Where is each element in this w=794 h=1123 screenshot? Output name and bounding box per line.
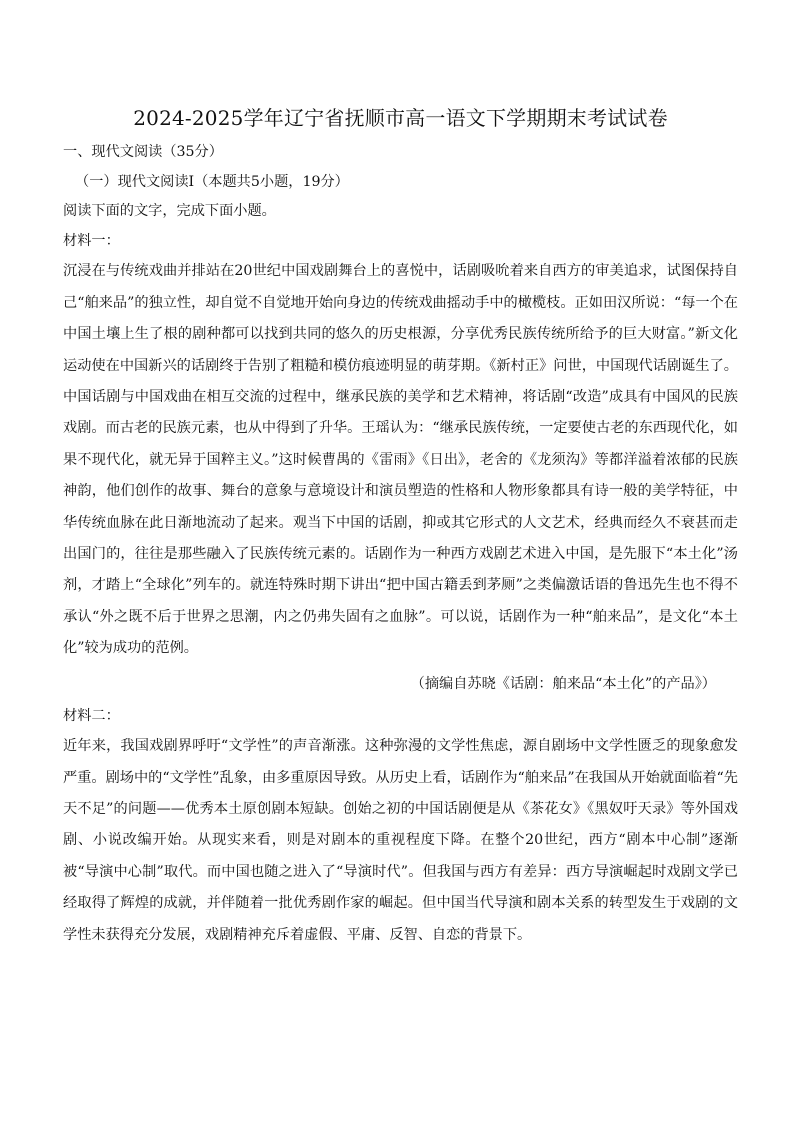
material1-label: 材料一： [63,232,120,249]
reading-instruction: 阅读下面的文字，完成下面小题。 [63,203,276,220]
material2-text: 近年来，我国戏剧界呼吁“文学性”的声音渐涨。这种弥漫的文学性焦虑，源自剧场中文学性匮乏的现象愈发严重。剧场中的“文学性”乱象，由多重原因导致。从历史上看，话剧作为“舶来品”在我国从开始就面临着“先天不足”的问题——优秀本土原创剧本短缺。创始之初的中国话剧便是从《茶花女》《黑奴吁天录》等外国戏剧、小说改编开始。从现实来看，则是对剧本的重视程度下降。在整个20世纪，西方“剧本中心制”逐渐被“导演中心制”取代。而中国也随之进入了“导演时代”。但我国与西方有差异：西方导演崛起时戏剧文学已经取得了辉煌的成就，并伴随着一批优秀剧作家的崛起。但中国当代导演和剧本关系的转型发生于戏剧的文学性未获得充分发展，戏剧精神充斥着虚假、平庸、反智、自恋的背景下。 [63,738,738,943]
exam-title: 2024-2025学年辽宁省抚顺市高一语文下学期期末考试试卷 [133,106,668,130]
material1-text: 沉浸在与传统戏曲并排站在20世纪中国戏剧舞台上的喜悦中，话剧吸吮着来自西方的审美追求，试图保持自己“舶来品”的独立性，却自觉不自觉地开始向身边的传统戏曲摇动手中的橄榄枝。正如田汉所说：“每一个在中国土壤上生了根的剧种都可以找到共同的悠久的历史根源，分享优秀民族传统所给予的巨大财富。”新文化运动使在中国新兴的话剧终于告别了粗糙和模仿痕迹明显的萌芽期。《新村正》问世，中国现代话剧诞生了。中国话剧与中国戏曲在相互交流的过程中，继承民族的美学和艺术精神，将话剧“改造”成具有中国风的民族戏剧。而古老的民族元素，也从中得到了升华。王瑶认为：“继承民族传统，一定要使古老的东西现代化，如果不现代化，就无异于国粹主义。”这时候曹禺的《雷雨》《日出》，老舍的《龙须沟》等都洋溢着浓郁的民族神韵，他们创作的故事、舞台的意象与意境设计和演员塑造的性格和人物形象都具有诗一般的美学特征，中华传统血脉在此日渐地流动了起来。观当下中国的话剧，抑或其它形式的人文艺术，经典而经久不衰甚而走出国门的，往往是那些融入了民族传统元素的。话剧作为一种西方戏剧艺术进入中国，是先服下“本土化”汤剂，才踏上“全球化”列车的。就连特殊时期下讲出“把中国古籍丢到茅厕”之类偏激话语的鲁迅先生也不得不承认“外之既不后于世界之思潮，内之仍弗失固有之血脉”。可以说，话剧作为一种“舶来品”，是文化“本土化”较为成功的范例。 [63,263,738,657]
subsection-heading: （一）现代文阅读Ⅰ（本题共5小题，19分） [75,173,349,190]
section-heading: 一、现代文阅读（35分） [63,144,223,160]
material1-source: （摘编自苏晓《话剧：舶来品“本土化”的产品》） [410,675,716,692]
material2-label: 材料二： [63,707,120,724]
